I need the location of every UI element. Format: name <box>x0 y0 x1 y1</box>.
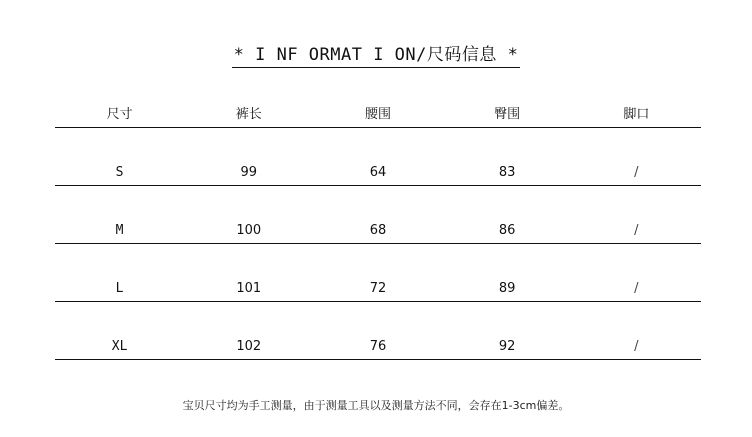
table-row <box>55 243 701 301</box>
measurement-note: 宝贝尺寸均为手工测量，由于测量工具以及测量方法不同，会存在1-3cm偏差。 <box>182 399 570 412</box>
column-header-hip: 臀围 <box>443 98 572 127</box>
table-header-row <box>55 98 701 127</box>
cell-waist: 68 <box>313 185 442 243</box>
cell-length: 102 <box>184 301 313 359</box>
cell-size: L <box>55 243 184 301</box>
cell-hip: 86 <box>443 185 572 243</box>
cell-length: 99 <box>184 127 313 185</box>
cell-waist: 72 <box>313 243 442 301</box>
cell-hip: 92 <box>443 301 572 359</box>
cell-length: 100 <box>184 185 313 243</box>
cell-hip: 83 <box>443 127 572 185</box>
cell-length: 101 <box>184 243 313 301</box>
size-table <box>55 98 701 360</box>
table-row <box>55 185 701 243</box>
cell-hem: / <box>572 185 701 243</box>
table-row <box>55 127 701 185</box>
column-header-length: 裤长 <box>184 98 313 127</box>
cell-hem: / <box>572 243 701 301</box>
table-row <box>55 301 701 359</box>
column-header-size: 尺寸 <box>55 98 184 127</box>
column-header-waist: 腰围 <box>313 98 442 127</box>
cell-size: S <box>55 127 184 185</box>
page-title: * I NF ORMAT I ON/尺码信息 * <box>232 44 521 68</box>
cell-size: M <box>55 185 184 243</box>
cell-hem: / <box>572 127 701 185</box>
title-wrap <box>0 44 752 68</box>
column-header-hem: 脚口 <box>572 98 701 127</box>
cell-waist: 76 <box>313 301 442 359</box>
cell-waist: 64 <box>313 127 442 185</box>
cell-hem: / <box>572 301 701 359</box>
cell-hip: 89 <box>443 243 572 301</box>
cell-size: XL <box>55 301 184 359</box>
